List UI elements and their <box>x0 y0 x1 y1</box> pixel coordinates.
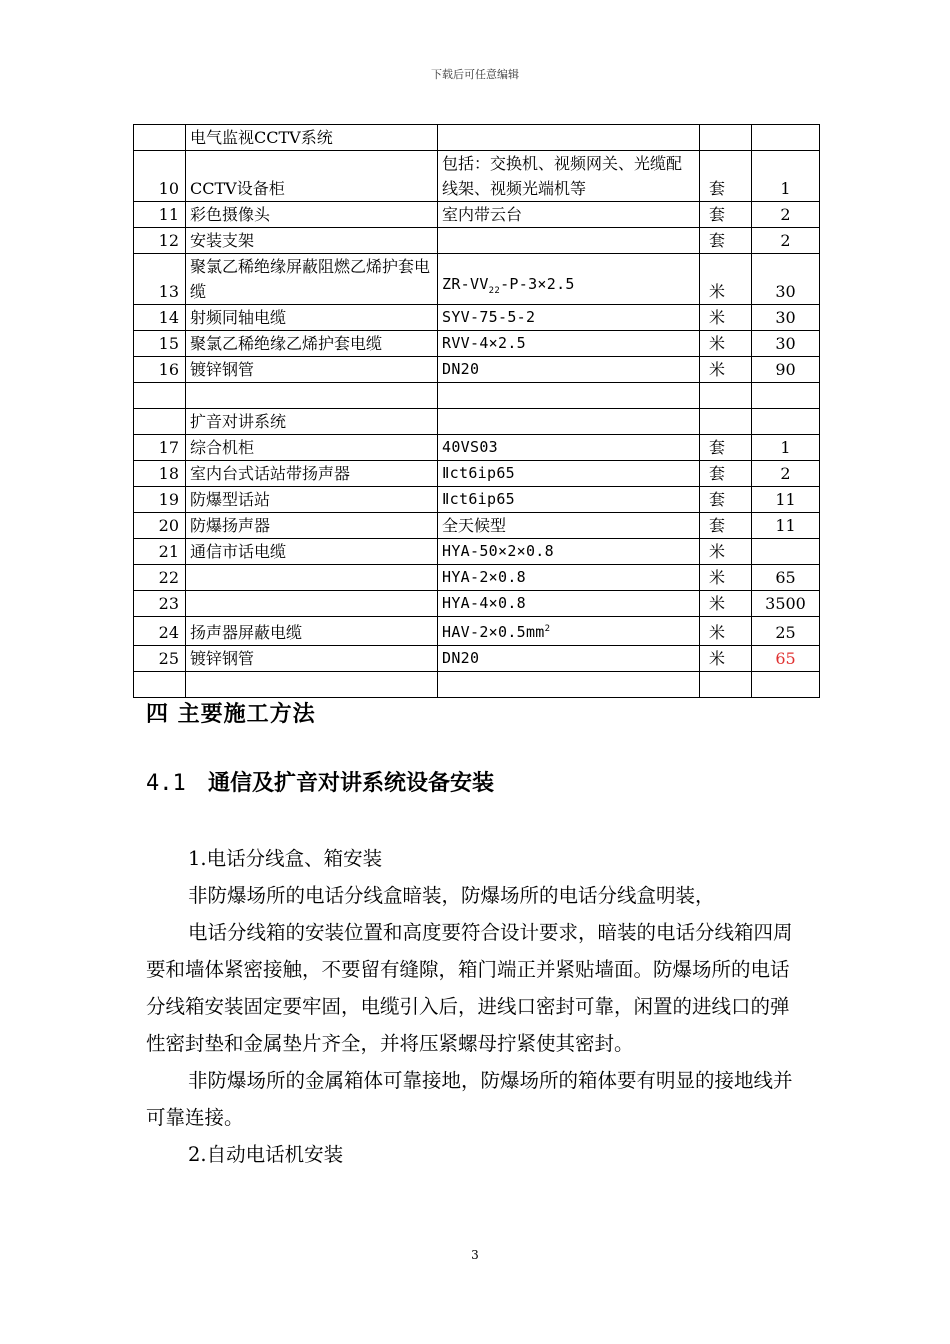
paragraph: 非防爆场所的金属箱体可靠接地，防爆场所的箱体要有明显的接地线并可靠连接。 <box>146 1069 793 1129</box>
table-row <box>134 151 820 202</box>
item-unit <box>700 383 752 409</box>
item-qty: 2 <box>752 461 820 487</box>
item-name: 防爆型话站 <box>186 487 438 513</box>
item-name: 聚氯乙稀绝缘屏蔽阻燃乙烯护套电缆 <box>186 254 438 305</box>
item-spec: DN20 <box>438 646 700 672</box>
item-qty: 1 <box>752 151 820 202</box>
item-name: 电气监视CCTV系统 <box>186 125 438 151</box>
table-row <box>134 383 820 409</box>
table-row <box>134 672 820 698</box>
item-name: 通信市话电缆 <box>186 539 438 565</box>
item-spec: Ⅱct6ip65 <box>438 461 700 487</box>
item-spec: HYA-4×0.8 <box>438 591 700 617</box>
item-qty: 1 <box>752 435 820 461</box>
item-unit: 套 <box>700 513 752 539</box>
item-spec <box>438 125 700 151</box>
item-unit: 米 <box>700 357 752 383</box>
item-name: 室内台式话站带扬声器 <box>186 461 438 487</box>
highlighted-qty: 65 <box>775 649 796 668</box>
row-number: 21 <box>134 539 186 565</box>
equipment-table <box>133 124 820 698</box>
item-spec <box>438 409 700 435</box>
item-name: 防爆扬声器 <box>186 513 438 539</box>
item-name: 聚氯乙稀绝缘乙烯护套电缆 <box>186 331 438 357</box>
item-spec: Ⅱct6ip65 <box>438 487 700 513</box>
item-spec: DN20 <box>438 357 700 383</box>
table-row <box>134 617 820 646</box>
item-unit: 米 <box>700 646 752 672</box>
item-unit: 套 <box>700 435 752 461</box>
row-number <box>134 383 186 409</box>
item-name: 安装支架 <box>186 228 438 254</box>
row-number: 20 <box>134 513 186 539</box>
item-name: 镀锌钢管 <box>186 357 438 383</box>
item-spec <box>438 383 700 409</box>
table-row <box>134 487 820 513</box>
row-number <box>134 672 186 698</box>
table-row <box>134 591 820 617</box>
subsection-heading <box>146 766 494 797</box>
item-spec <box>438 228 700 254</box>
table-row <box>134 539 820 565</box>
item-qty <box>752 409 820 435</box>
item-qty: 11 <box>752 487 820 513</box>
table-row <box>134 565 820 591</box>
item-unit: 米 <box>700 331 752 357</box>
item-qty: 2 <box>752 228 820 254</box>
table-row <box>134 228 820 254</box>
item-qty: 11 <box>752 513 820 539</box>
item-unit: 米 <box>700 254 752 305</box>
item-unit <box>700 125 752 151</box>
table-row <box>134 435 820 461</box>
row-number: 12 <box>134 228 186 254</box>
item-spec: 室内带云台 <box>438 202 700 228</box>
table-row <box>134 254 820 305</box>
page-number: 3 <box>471 1248 479 1262</box>
spec-prefix: ZR-VV <box>442 275 489 293</box>
item-spec: HYA-50×2×0.8 <box>438 539 700 565</box>
item-qty <box>752 539 820 565</box>
row-number: 19 <box>134 487 186 513</box>
row-number: 22 <box>134 565 186 591</box>
subsection-number: 4.1 <box>146 771 186 796</box>
row-number: 17 <box>134 435 186 461</box>
spec-suffix: -P-3×2.5 <box>500 275 575 293</box>
item-unit: 套 <box>700 202 752 228</box>
item-qty: 65 <box>752 565 820 591</box>
row-number: 14 <box>134 305 186 331</box>
item-qty: 2 <box>752 202 820 228</box>
row-number: 23 <box>134 591 186 617</box>
item-qty: 3500 <box>752 591 820 617</box>
table-row <box>134 513 820 539</box>
item-unit <box>700 672 752 698</box>
item-name <box>186 565 438 591</box>
item-spec: 包括：交换机、视频网关、光缆配线架、视频光端机等 <box>438 151 700 202</box>
subsection-title: 通信及扩音对讲系统设备安装 <box>208 771 495 796</box>
item-qty: 25 <box>752 617 820 646</box>
table-row <box>134 409 820 435</box>
item-name: 彩色摄像头 <box>186 202 438 228</box>
row-number <box>134 409 186 435</box>
table-row <box>134 646 820 672</box>
item-name: 射频同轴电缆 <box>186 305 438 331</box>
row-number: 10 <box>134 151 186 202</box>
spec-prefix: HAV-2×0.5mm <box>442 623 545 641</box>
item-name <box>186 591 438 617</box>
row-number: 15 <box>134 331 186 357</box>
item-spec: HYA-2×0.8 <box>438 565 700 591</box>
body-text <box>146 840 796 1173</box>
row-number: 11 <box>134 202 186 228</box>
item-name: 扩音对讲系统 <box>186 409 438 435</box>
item-name <box>186 672 438 698</box>
item-spec <box>438 617 700 646</box>
paragraph: 电话分线箱的安装位置和高度要符合设计要求，暗装的电话分线箱四周要和墙体紧密接触，不要留有缝隙，箱门端正并紧贴墙面。防爆场所的电话分线箱安装固定要牢固，电缆引入后，进线口密封可靠，闲置的进线口的弹性密封垫和金属垫片齐全，并将压紧螺母拧紧使其密封。 <box>146 921 793 1055</box>
item-name: 综合机柜 <box>186 435 438 461</box>
spec-subscript: 22 <box>488 286 501 296</box>
row-number: 13 <box>134 254 186 305</box>
item-qty <box>752 672 820 698</box>
item-unit: 米 <box>700 539 752 565</box>
row-number: 18 <box>134 461 186 487</box>
item-qty: 30 <box>752 331 820 357</box>
row-number: 24 <box>134 617 186 646</box>
item-unit: 米 <box>700 305 752 331</box>
spec-superscript: 2 <box>544 624 551 634</box>
item-qty: 30 <box>752 305 820 331</box>
item-name <box>186 383 438 409</box>
paragraph: 1.电话分线盒、箱安装 <box>188 847 383 870</box>
table-row <box>134 331 820 357</box>
item-name: CCTV设备柜 <box>186 151 438 202</box>
row-number: 16 <box>134 357 186 383</box>
item-unit: 米 <box>700 565 752 591</box>
item-unit: 米 <box>700 617 752 646</box>
item-qty <box>752 383 820 409</box>
item-qty <box>752 646 820 672</box>
table-row <box>134 305 820 331</box>
item-unit: 套 <box>700 151 752 202</box>
item-unit: 套 <box>700 228 752 254</box>
item-qty <box>752 125 820 151</box>
paragraph: 非防爆场所的电话分线盒暗装，防爆场所的电话分线盒明装， <box>188 884 715 907</box>
table-row <box>134 125 820 151</box>
row-number <box>134 125 186 151</box>
row-number: 25 <box>134 646 186 672</box>
item-spec <box>438 254 700 305</box>
section-heading: 四 主要施工方法 <box>146 702 316 727</box>
item-unit: 米 <box>700 591 752 617</box>
item-spec: 40VS03 <box>438 435 700 461</box>
table-row <box>134 461 820 487</box>
item-unit: 套 <box>700 487 752 513</box>
item-spec <box>438 672 700 698</box>
item-spec: RVV-4×2.5 <box>438 331 700 357</box>
page-header: 下载后可任意编辑 <box>431 68 519 81</box>
item-spec: SYV-75-5-2 <box>438 305 700 331</box>
paragraph: 2.自动电话机安装 <box>188 1143 344 1166</box>
item-name: 镀锌钢管 <box>186 646 438 672</box>
item-spec: 全天候型 <box>438 513 700 539</box>
item-name: 扬声器屏蔽电缆 <box>186 617 438 646</box>
table-row <box>134 357 820 383</box>
table-row <box>134 202 820 228</box>
item-qty: 90 <box>752 357 820 383</box>
item-unit <box>700 409 752 435</box>
item-unit: 套 <box>700 461 752 487</box>
item-qty: 30 <box>752 254 820 305</box>
